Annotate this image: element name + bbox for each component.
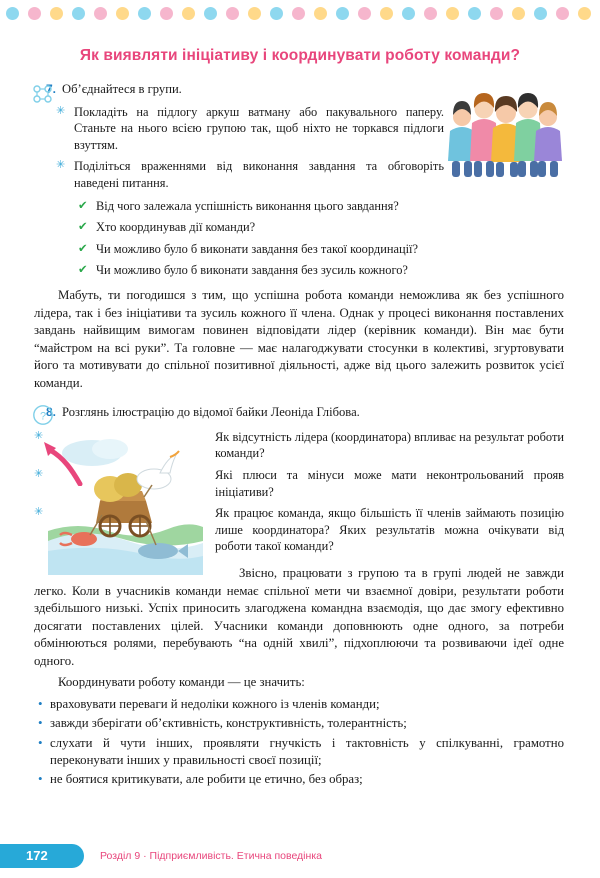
list-item <box>34 696 564 713</box>
svg-text:?: ? <box>39 410 47 423</box>
decor-dot <box>512 7 525 20</box>
decor-dot <box>160 7 173 20</box>
task-7-question-text: Чи можливо було б виконати завдання без зусиль кожного? <box>96 263 408 278</box>
coordinate-lead: Координувати роботу команди — це значить: <box>58 675 305 690</box>
list-item <box>34 467 564 500</box>
task-7-question-text: Від чого залежала успішність виконання цього завдання? <box>96 198 399 213</box>
bullet-icon: • <box>38 734 43 750</box>
list-item <box>78 219 564 236</box>
decor-dot <box>28 7 41 20</box>
task-7-questions <box>78 198 564 279</box>
task-8-question-text: Які плюси та мінуси може мати неконтрольований прояв ініціативи? <box>215 468 564 499</box>
list-item <box>34 505 564 555</box>
task-7-question-text: Чи можливо було б виконати завдання без такої координації? <box>96 241 418 256</box>
asterisk-icon: ✳ <box>56 104 66 117</box>
decor-dot <box>138 7 151 20</box>
task-8-questions <box>34 429 564 555</box>
task-8 <box>34 404 564 670</box>
list-item <box>78 241 564 258</box>
decor-dot <box>490 7 503 20</box>
asterisk-icon: ✳ <box>34 468 44 481</box>
decor-dot <box>446 7 459 20</box>
task-8-heading <box>34 404 564 421</box>
list-item <box>56 104 444 154</box>
paragraph-team-leader: Мабуть, ти погодишся з тим, що успішна робота команди неможлива як без успішного лідера, так і без ініціативи та зусиль кожного її члена. Однак у процесі виконання поставлених завдань найвищим вимогам повинен відповідати лідер (керівник команди). Він має бути “майстром на всі руки”. Та головне — має налагоджувати стосунки в колективі, згуртовувати його та мотивувати до спільної позитивної діяльності, адже від цього залежить розвиток усієї команди. <box>34 288 564 390</box>
decor-dot <box>270 7 283 20</box>
decor-dot <box>116 7 129 20</box>
decor-dot <box>402 7 415 20</box>
page-content <box>34 81 564 789</box>
bullet-icon: • <box>38 695 43 711</box>
asterisk-icon: ✳ <box>56 159 66 172</box>
task-7-lead: Об’єднайтеся в групи. <box>62 81 182 96</box>
page-body <box>0 26 600 878</box>
task-7-question-text: Хто координував дії команди? <box>96 220 256 235</box>
list-item <box>34 715 564 732</box>
decor-dot <box>336 7 349 20</box>
decor-dot <box>204 7 217 20</box>
check-icon: ✔ <box>78 264 88 277</box>
list-item <box>78 262 564 279</box>
decor-dot <box>358 7 371 20</box>
decor-dot <box>226 7 239 20</box>
decor-dot <box>72 7 85 20</box>
decor-dot <box>248 7 261 20</box>
task-8-number: 8. <box>45 405 56 420</box>
coordinate-list <box>34 696 564 789</box>
group-work-icon <box>32 83 54 105</box>
asterisk-icon: ✳ <box>34 429 44 442</box>
decor-dot <box>292 7 305 20</box>
task-8-question-text: Як працює команда, якщо більшість її членів займають позицію лише координатора? Яких результатів можна очікувати від роботи такої команди? <box>215 506 564 554</box>
bullet-icon: • <box>38 771 43 787</box>
decor-dot <box>578 7 591 20</box>
task-7-step-text: Покладіть на підлогу аркуш ватману або пакувального паперу. Станьте на нього всією групою так, щоб ніхто не торкався підлоги взуттям. <box>74 104 444 152</box>
list-item <box>78 198 564 215</box>
decor-dot <box>380 7 393 20</box>
decor-dot <box>6 7 19 20</box>
list-item <box>34 771 564 788</box>
decor-dot <box>556 7 569 20</box>
paragraph-teamwork: Звісно, працювати з групою та в групі людей не завжди легко. Коли в учасників команди немає спільної мети чи взаємної довіри, результати роботи здебільшого низькі. Успіх приносить злагоджена командна взаємодія, що дає змогу ефективно досягати поставлених цілей. Учасники команди доповнюють одне одного, за потреби обмінюються ролями, перебувають “на одній хвилі”, підхоплюючи та розвиваючи ідеї одне одного. <box>34 566 564 668</box>
coordinate-item-text: не боятися критикувати, але робити це етично, без образ; <box>50 772 363 787</box>
check-icon: ✔ <box>78 221 88 234</box>
coordinate-item-text: враховувати переваги й недоліки кожного із членів команди; <box>50 696 380 711</box>
task-7 <box>34 81 564 279</box>
task-8-lead: Розглянь ілюстрацію до відомої байки Леоніда Глібова. <box>62 405 360 420</box>
decor-dot <box>534 7 547 20</box>
decor-dot <box>468 7 481 20</box>
decor-dot <box>314 7 327 20</box>
coordinate-item-text: завжди зберігати об’єктивність, конструктивність, толерантність; <box>50 716 407 731</box>
bullet-icon: • <box>38 715 43 731</box>
task-7-step-text: Поділіться враженнями від виконання завдання та обговоріть наведені питання. <box>74 159 444 190</box>
decor-dot <box>424 7 437 20</box>
list-item <box>56 158 444 191</box>
list-item <box>34 735 564 770</box>
coordinate-item-text: слухати й чути інших, проявляти гнучкість і тактовність у спілкуванні, грамотно переконувати інших у правильності своєї позиції; <box>50 735 564 767</box>
list-item <box>34 429 564 462</box>
check-icon: ✔ <box>78 242 88 255</box>
decor-dot <box>182 7 195 20</box>
page-number: 172 <box>26 848 48 863</box>
task-8-question-text: Як відсутність лідера (координатора) впливає на результат роботи команди? <box>215 429 564 461</box>
page-title: Як виявляти ініціативу і координувати роботу команди? <box>79 47 521 64</box>
check-icon: ✔ <box>78 199 88 212</box>
asterisk-icon: ✳ <box>34 506 44 519</box>
decorative-dot-strip <box>0 0 600 26</box>
team-illustration <box>440 87 568 183</box>
footer-section-label: Розділ 9 · Підприємливість. Етична поведінка <box>100 850 322 862</box>
page-footer <box>0 836 600 878</box>
decor-dot <box>94 7 107 20</box>
decor-dot <box>50 7 63 20</box>
task-7-number: 7. <box>45 81 56 96</box>
question-mark-icon <box>32 404 54 426</box>
